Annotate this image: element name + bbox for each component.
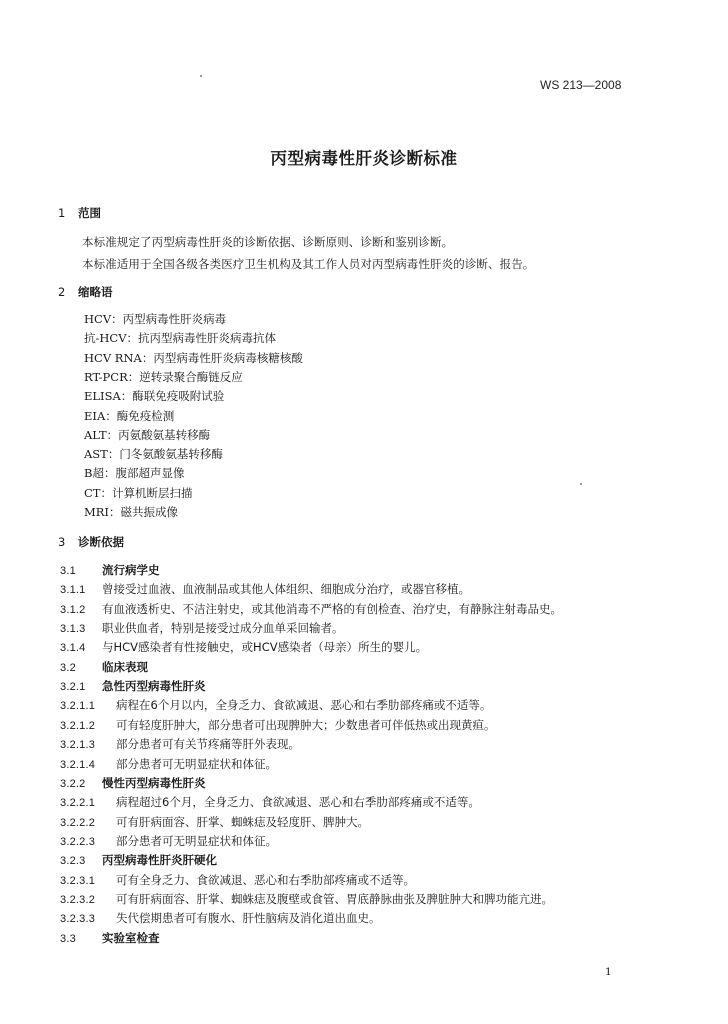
clause-text: 部分患者可无明显症状和体征。: [116, 756, 277, 771]
abbreviation-item: RT-PCR：逆转录聚合酶链反应: [84, 369, 243, 384]
clause-item: [60, 852, 217, 868]
clause-number: 3.2.2.1: [60, 797, 96, 810]
clause-number: 3.2.1.2: [60, 719, 96, 732]
clause-item: [60, 891, 553, 907]
clause-text: 实验室检查: [102, 930, 160, 945]
clause-text: 部分患者可无明显症状和体征。: [116, 833, 277, 848]
section-number: 3: [58, 535, 66, 549]
clause-item: [60, 794, 480, 810]
clause-text: 失代偿期患者可有腹水、肝性脑病及消化道出血史。: [116, 911, 381, 926]
section-heading-abbreviations: [58, 284, 113, 300]
clause-text: 临床表现: [102, 659, 148, 674]
clause-item: [60, 910, 381, 926]
clause-text: 职业供血者，特别是接受过成分血单采回输者。: [102, 621, 344, 636]
clause-text: 病程在6个月以内，全身乏力、食欲减退、恶心和右季肋部疼痛或不适等。: [116, 698, 492, 713]
abbreviation-item: CT：计算机断层扫描: [84, 485, 193, 500]
clause-text: 曾接受过血液、血液制品或其他人体组织、细胞成分治疗，或器官移植。: [102, 582, 470, 597]
clause-item: [60, 930, 160, 946]
clause-number: 3.2.3.2: [60, 893, 96, 906]
clause-number: 3.2.3.3: [60, 913, 96, 926]
clause-text: 部分患者可有关节疼痛等肝外表现。: [116, 737, 300, 752]
document-title: 丙型病毒性肝炎诊断标准: [270, 149, 458, 168]
clause-number: 3.1.2: [60, 603, 86, 616]
clause-number: 3.2.1: [60, 681, 86, 694]
scan-speck: [200, 75, 202, 77]
clause-item: [60, 872, 415, 888]
clause-item: [60, 581, 470, 597]
scope-paragraph: 本标准规定了丙型病毒性肝炎的诊断依据、诊断原则、诊断和鉴别诊断。: [82, 235, 454, 249]
section-heading-diagnosis-basis: [58, 534, 124, 550]
abbreviation-item: ELISA：酶联免疫吸附试验: [84, 389, 225, 404]
clause-item: [60, 562, 160, 578]
clause-number: 3.1.1: [60, 584, 86, 597]
clause-number: 3.2.2.2: [60, 816, 96, 829]
clause-item: [60, 601, 562, 617]
clause-text: 可有全身乏力、食欲减退、恶心和右季肋部疼痛或不适等。: [116, 872, 415, 887]
section-title: 范围: [78, 206, 101, 220]
clause-item: [60, 620, 344, 636]
clause-number: 3.2.1.3: [60, 739, 96, 752]
clause-text: 与HCV感染者有性接触史，或HCV感染者（母亲）所生的婴儿。: [102, 640, 428, 655]
abbreviation-item: B超：腹部超声显像: [84, 466, 185, 481]
section-title: 诊断依据: [78, 535, 124, 549]
section-heading-scope: [58, 205, 101, 221]
clause-text: 急性丙型病毒性肝炎: [102, 679, 206, 694]
clause-text: 有血液透析史、不洁注射史，或其他消毒不严格的有创检查、治疗史，有静脉注射毒品史。: [102, 601, 562, 616]
clause-number: 3.2.2: [60, 777, 86, 790]
clause-text: 可有轻度肝肿大，部分患者可出现脾肿大；少数患者可伴低热或出现黄疸。: [116, 717, 496, 732]
clause-item: [60, 659, 148, 675]
abbreviation-item: 抗-HCV：抗丙型病毒性肝炎病毒抗体: [84, 331, 277, 346]
clause-item: [60, 678, 206, 694]
scan-speck: [580, 483, 582, 485]
clause-text: 病程超过6个月，全身乏力、食欲减退、恶心和右季肋部疼痛或不适等。: [116, 795, 480, 810]
clause-number: 3.2.1.4: [60, 758, 96, 771]
clause-text: 可有肝病面容、肝掌、蜘蛛痣及腹壁或食管、胃底静脉曲张及脾脏肿大和脾功能亢进。: [116, 891, 553, 906]
clause-item: [60, 639, 427, 655]
clause-number: 3.1: [60, 565, 76, 577]
clause-item: [60, 697, 491, 713]
clause-number: 3.2.2.3: [60, 835, 96, 848]
section-number: 1: [58, 206, 66, 220]
clause-number: 3.2.3.1: [60, 874, 96, 887]
clause-text: 慢性丙型病毒性肝炎: [102, 775, 206, 790]
clause-number: 3.2: [60, 661, 76, 674]
abbreviation-item: EIA：酶免疫检测: [84, 408, 175, 423]
section-number: 2: [58, 285, 66, 299]
clause-number: 3.2.1.1: [60, 700, 96, 713]
clause-item: [60, 814, 369, 830]
abbreviation-item: HCV：丙型病毒性肝炎病毒: [84, 312, 227, 326]
page-number: 1: [605, 966, 612, 978]
clause-number: 3.1.3: [60, 623, 86, 636]
clause-item: [60, 736, 300, 752]
clause-item: [60, 833, 277, 849]
clause-item: [60, 775, 206, 791]
clause-item: [60, 717, 496, 733]
clause-text: 流行病学史: [102, 563, 160, 577]
scope-paragraph: 本标准适用于全国各级各类医疗卫生机构及其工作人员对丙型病毒性肝炎的诊断、报告。: [82, 257, 535, 271]
abbreviation-item: ALT：丙氨酸氨基转移酶: [84, 427, 211, 442]
abbreviation-item: HCV RNA：丙型病毒性肝炎病毒核糖核酸: [84, 350, 303, 365]
abbreviation-item: MRI：磁共振成像: [84, 505, 178, 519]
abbreviation-item: AST：门冬氨酸氨基转移酶: [84, 447, 223, 462]
clause-number: 3.2.3: [60, 855, 86, 868]
clause-text: 丙型病毒性肝炎肝硬化: [102, 853, 217, 868]
clause-number: 3.1.4: [60, 642, 86, 655]
section-title: 缩略语: [78, 285, 113, 299]
clause-number: 3.3: [60, 932, 76, 945]
clause-item: [60, 756, 277, 772]
standard-code: WS 213—2008: [540, 78, 622, 92]
clause-text: 可有肝病面容、肝掌、蜘蛛痣及轻度肝、脾肿大。: [116, 814, 369, 829]
